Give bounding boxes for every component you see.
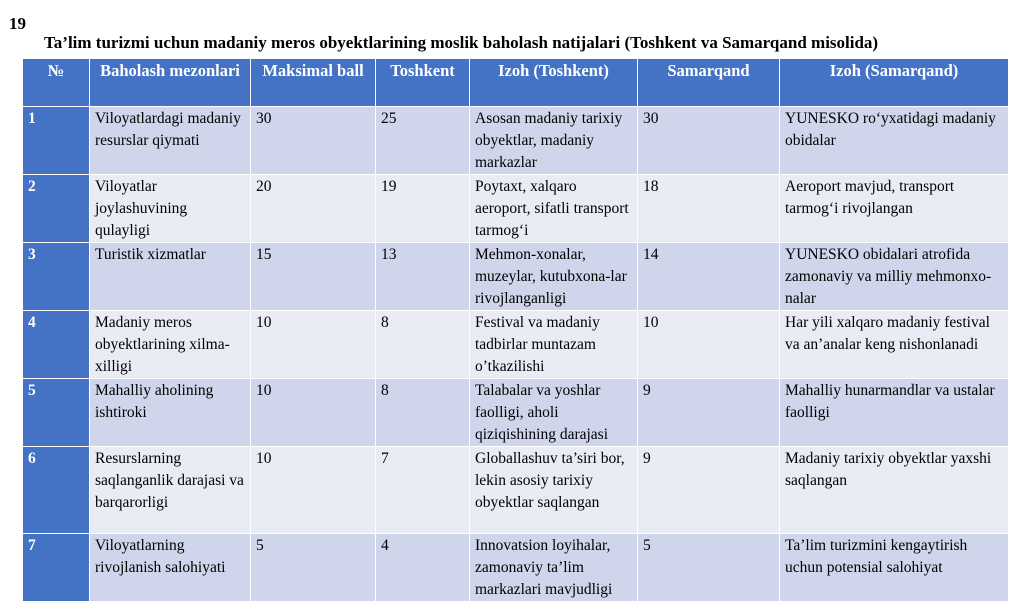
table-row <box>23 107 1009 175</box>
row-number: 3 <box>23 243 90 311</box>
criterion-cell: Viloyatlardagi madaniy resurslar qiymati <box>90 107 251 175</box>
table-title: Ta’lim turizmi uchun madaniy meros obyektlarining moslik baholash natijalari (Toshkent va Samarqand misolida) <box>44 33 879 52</box>
samarkand-note-cell: Ta’lim turizmini kengaytirish uchun potensial salohiyat <box>780 534 1009 602</box>
criterion-cell: Mahalliy aholining ishtiroki <box>90 379 251 447</box>
samarkand-score-cell: 18 <box>638 175 780 243</box>
samarkand-score-cell: 14 <box>638 243 780 311</box>
max-score-cell: 30 <box>251 107 376 175</box>
tashkent-note-cell: Festival va madaniy tadbirlar muntazam o’tkazilishi <box>470 311 638 379</box>
max-score-cell: 20 <box>251 175 376 243</box>
samarkand-score-cell: 9 <box>638 447 780 534</box>
criterion-cell: Turistik xizmatlar <box>90 243 251 311</box>
max-score-cell: 10 <box>251 311 376 379</box>
tashkent-score-cell: 19 <box>376 175 470 243</box>
samarkand-score-cell: 9 <box>638 379 780 447</box>
table-row <box>23 379 1009 447</box>
header-max-score: Maksimal ball <box>251 59 376 107</box>
samarkand-score-cell: 30 <box>638 107 780 175</box>
samarkand-note-cell: YUNESKO obidalari atrofida zamonaviy va milliy mehmonxo-nalar <box>780 243 1009 311</box>
samarkand-score-cell: 10 <box>638 311 780 379</box>
tashkent-note-cell: Innovatsion loyihalar, zamonaviy ta’lim markazlari mavjudligi <box>470 534 638 602</box>
results-table <box>22 58 1009 602</box>
samarkand-note-cell: Mahalliy hunarmandlar va ustalar faolligi <box>780 379 1009 447</box>
tashkent-note-cell: Talabalar va yoshlar faolligi, aholi qiziqishining darajasi <box>470 379 638 447</box>
samarkand-note-cell: Aeroport mavjud, transport tarmog‘i rivojlangan <box>780 175 1009 243</box>
table-header-row <box>23 59 1009 107</box>
row-number: 1 <box>23 107 90 175</box>
row-number: 4 <box>23 311 90 379</box>
samarkand-note-cell: Madaniy tarixiy obyektlar yaxshi saqlangan <box>780 447 1009 534</box>
tashkent-note-cell: Asosan madaniy tarixiy obyektlar, madaniy markazlar <box>470 107 638 175</box>
table-row <box>23 447 1009 534</box>
criterion-cell: Viloyatlar joylashuvining qulayligi <box>90 175 251 243</box>
page-number: 19 <box>9 14 26 33</box>
row-number: 5 <box>23 379 90 447</box>
table-row <box>23 311 1009 379</box>
max-score-cell: 10 <box>251 379 376 447</box>
samarkand-score-cell: 5 <box>638 534 780 602</box>
criterion-cell: Resurslarning saqlanganlik darajasi va barqarorligi <box>90 447 251 534</box>
criterion-cell: Viloyatlarning rivojlanish salohiyati <box>90 534 251 602</box>
tashkent-note-cell: Mehmon-xonalar, muzeylar, kutubxona-lar rivojlanganligi <box>470 243 638 311</box>
tashkent-score-cell: 7 <box>376 447 470 534</box>
max-score-cell: 15 <box>251 243 376 311</box>
tashkent-score-cell: 8 <box>376 311 470 379</box>
header-criteria: Baholash mezonlari <box>90 59 251 107</box>
max-score-cell: 10 <box>251 447 376 534</box>
criterion-cell: Madaniy meros obyektlarining xilma-xilligi <box>90 311 251 379</box>
header-samarkand-note: Izoh (Samarqand) <box>780 59 1009 107</box>
table-row <box>23 243 1009 311</box>
row-number: 2 <box>23 175 90 243</box>
table-row <box>23 175 1009 243</box>
samarkand-note-cell: Har yili xalqaro madaniy festival va an’analar keng nishonlanadi <box>780 311 1009 379</box>
tashkent-note-cell: Globallashuv ta’siri bor, lekin asosiy tarixiy obyektlar saqlangan <box>470 447 638 534</box>
results-table-container <box>22 58 1008 598</box>
tashkent-note-cell: Poytaxt, xalqaro aeroport, sifatli transport tarmog‘i <box>470 175 638 243</box>
tashkent-score-cell: 13 <box>376 243 470 311</box>
max-score-cell: 5 <box>251 534 376 602</box>
header-samarkand: Samarqand <box>638 59 780 107</box>
tashkent-score-cell: 25 <box>376 107 470 175</box>
tashkent-score-cell: 8 <box>376 379 470 447</box>
row-number: 7 <box>23 534 90 602</box>
table-row <box>23 534 1009 602</box>
row-number: 6 <box>23 447 90 534</box>
tashkent-score-cell: 4 <box>376 534 470 602</box>
header-tashkent-note: Izoh (Toshkent) <box>470 59 638 107</box>
header-number: № <box>23 59 90 107</box>
header-tashkent: Toshkent <box>376 59 470 107</box>
samarkand-note-cell: YUNESKO ro‘yxatidagi madaniy obidalar <box>780 107 1009 175</box>
